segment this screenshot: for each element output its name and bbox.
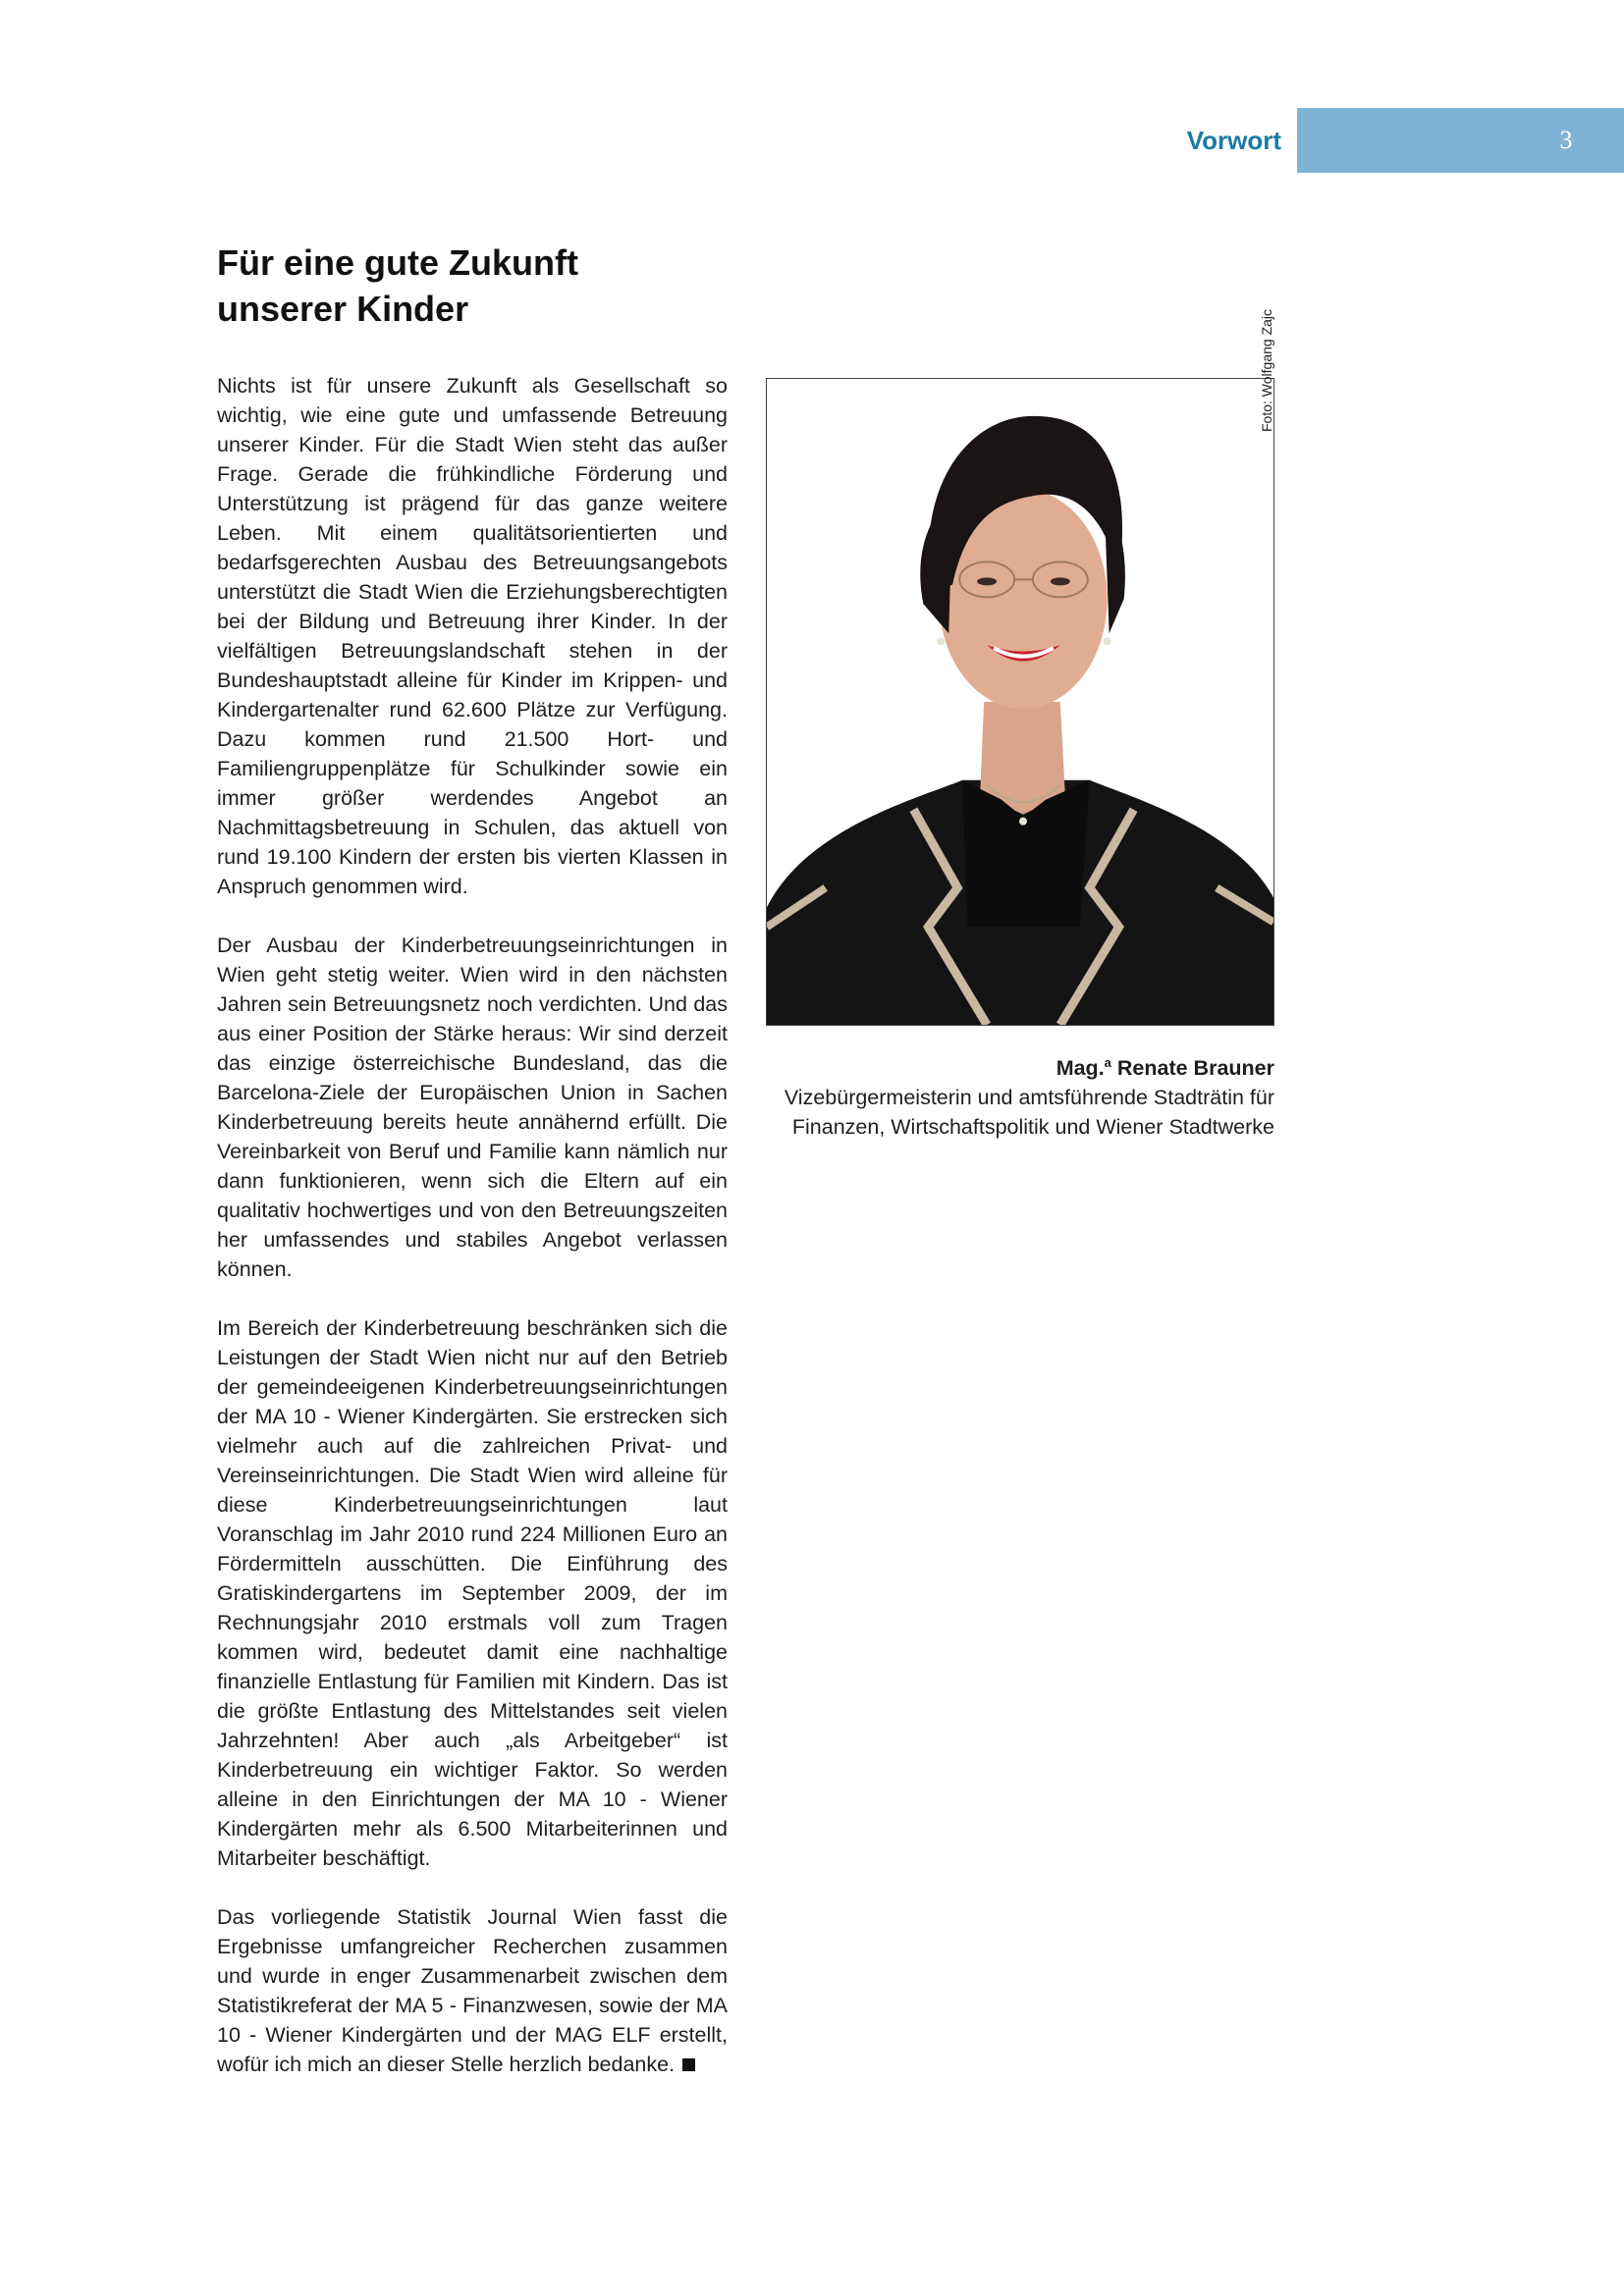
portrait-photo bbox=[766, 378, 1274, 1026]
page-number: 3 bbox=[1559, 126, 1573, 154]
section-title: Vorwort bbox=[1186, 126, 1281, 155]
caption-name bbox=[766, 1048, 1274, 1083]
photo-caption bbox=[766, 1048, 1274, 1142]
article-title-line-1: Für eine gute Zukunft bbox=[217, 242, 578, 283]
caption-name-prefix: Mag. bbox=[1056, 1056, 1105, 1081]
paragraph-4-text: Das vorliegende Statistik Journal Wien fasst die Ergebnisse umfangreicher Recherchen zusammen und wurde in enger Zusammenarbeit zwischen dem Statistikreferat der MA 5 - Finanzwesen, sowie der MA 10 - Wiener Kindergärten und der MAG ELF erstellt, wofür ich mich an dieser Stelle herzlich bedanke. bbox=[217, 1905, 728, 2076]
paragraph-2: Der Ausbau der Kinderbetreuungseinrichtungen in Wien geht stetig weiter. Wien wird in den nächsten Jahren sein Betreuungsnetz noch verdichten. Und das aus einer Position der Stärke heraus: Wir sind derzeit das einzige österreichische Bundesland, das die Barcelona-Ziele der Europäischen Union in Sachen Kinderbetreuung bereits heute annähernd erfüllt. Die Vereinbarkeit von Beruf und Familie kann nämlich nur dann funktionieren, wenn sich die Eltern auf ein qualitativ hochwertiges und von den Betreuungszeiten her umfassendes und stabiles Angebot verlassen können. bbox=[217, 934, 728, 1281]
photo-credit: Foto: Wolfgang Zajc bbox=[1259, 308, 1274, 432]
article-title bbox=[217, 240, 904, 332]
paragraph-3: Im Bereich der Kinderbetreuung beschränken sich die Leistungen der Stadt Wien nicht nur auf den Betrieb der gemeindeeigenen Kinderbetreuungseinrichtungen der MA 10 - Wiener Kindergärten. Sie erstrecken sich vielmehr auch auf die zahlreichen Privat- und Vereinseinrichtungen. Die Stadt Wien wird alleine für diese Kinderbetreuungseinrichtungen laut Voranschlag im Jahr 2010 rund 224 Millionen Euro an Fördermitteln ausschütten. Die Einführung des Gratiskindergartens im September 2009, der im Rechnungsjahr 2010 erstmals voll zum Tragen kommen wird, bedeutet damit eine nachhaltige finanzielle Entlastung für Familien mit Kindern. Das ist die größte Entlastung des Mittelstandes seit vielen Jahrzehnten! Aber auch „als Arbeitgeber“ ist Kinderbetreuung ein wichtiger Faktor. So werden alleine in den Einrichtungen der MA 10 - Wiener Kindergärten mehr als 6.500 Mitarbeiterinnen und Mitarbeiter beschäftigt. bbox=[217, 1316, 728, 1870]
paragraph-4 bbox=[217, 1902, 728, 2079]
caption-role-line-1: Vizebürgermeisterin und amtsführende Stadträtin für bbox=[784, 1086, 1274, 1110]
article-body bbox=[217, 371, 728, 2109]
paragraph-1: Nichts ist für unsere Zukunft als Gesellschaft so wichtig, wie eine gute und umfassende Betreuung unserer Kinder. Für die Stadt Wien steht das außer Frage. Gerade die frühkindliche Förderung und Unterstützung ist prägend für das ganze weitere Leben. Mit einem qualitätsorientierten und bedarfsgerechten Ausbau des Betreuungsangebots unterstützt die Stadt Wien die Erziehungsberechtigten bei der Bildung und Betreuung ihrer Kinder. In der vielfältigen Betreuungslandschaft stehen in der Bundeshauptstadt alleine für Kinder im Krippen- und Kindergartenalter rund 62.600 Plätze zur Verfügung. Dazu kommen rund 21.500 Hort- und Familiengruppenplätze für Schulkinder sowie ein immer größer werdendes Angebot an Nachmittagsbetreuung in Schulen, das aktuell von rund 19.100 Kindern der ersten bis vierten Klassen in Anspruch genommen wird. bbox=[217, 374, 728, 898]
end-of-article-mark bbox=[682, 2058, 695, 2071]
caption-role-line-2: Finanzen, Wirtschaftspolitik und Wiener Stadtwerke bbox=[791, 1115, 1274, 1140]
caption-name-superscript: a bbox=[1104, 1055, 1111, 1070]
portrait-illustration bbox=[767, 379, 1273, 1025]
article-title-line-2: unserer Kinder bbox=[217, 289, 469, 329]
caption-name-rest: Renate Brauner bbox=[1110, 1056, 1274, 1081]
